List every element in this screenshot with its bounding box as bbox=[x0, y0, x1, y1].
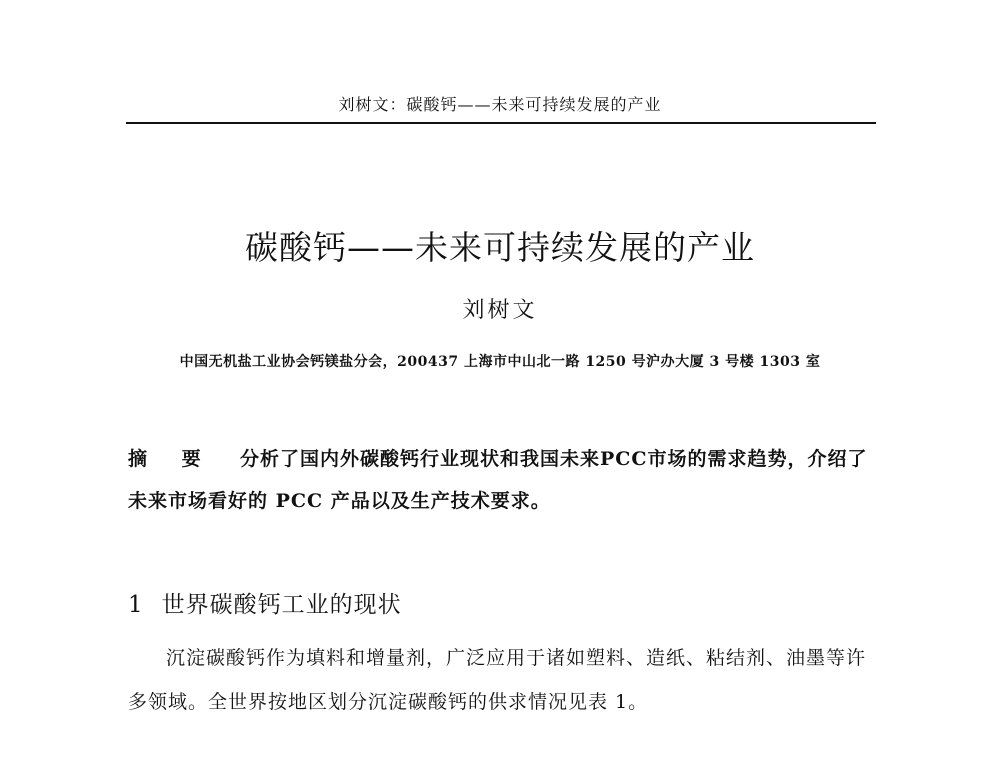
section-title: 世界碳酸钙工业的现状 bbox=[161, 592, 402, 618]
header-rule bbox=[126, 122, 876, 124]
paper-title: 碳酸钙——未来可持续发展的产业 bbox=[245, 228, 755, 267]
running-head: 刘树文：碳酸钙——未来可持续发展的产业 bbox=[338, 95, 662, 114]
abstract-label: 摘 要 bbox=[128, 448, 215, 470]
abstract-text: 分析了国内外碳酸钙行业现状和我国未来PCC市场的需求趋势，介绍了未来市场看好的 PCC 产品以及生产技术要求。 bbox=[128, 448, 868, 512]
body-paragraph: 沉淀碳酸钙作为填料和增量剂，广泛应用于诸如塑料、造纸、粘结剂、油墨等许多领域。全世界按地区划分沉淀碳酸钙的供求情况见表 1。 bbox=[128, 647, 867, 713]
abstract bbox=[128, 438, 878, 522]
author-name: 刘树文 bbox=[462, 298, 538, 323]
author-affiliation: 中国无机盐工业协会钙镁盐分会，200437 上海市中山北一路 1250 号沪办大厦 3 号楼 1303 室 bbox=[179, 354, 821, 370]
section-number: 1 bbox=[128, 592, 144, 618]
section-heading bbox=[128, 586, 402, 619]
